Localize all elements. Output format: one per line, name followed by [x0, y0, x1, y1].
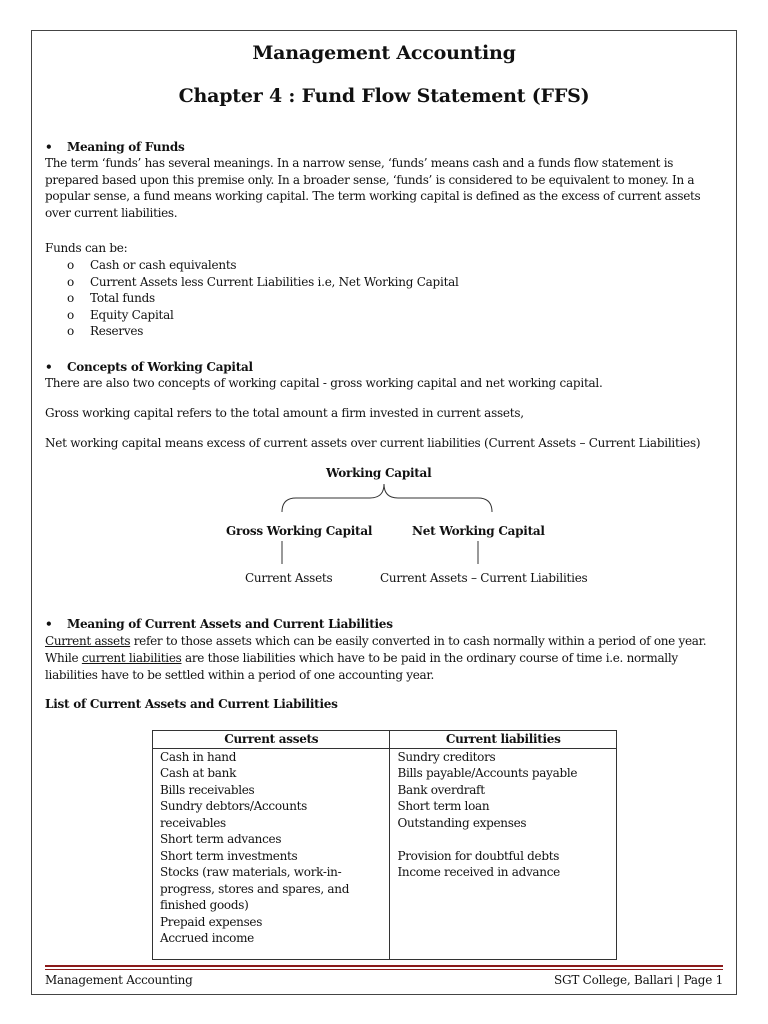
list-item: Short term loan [397, 799, 490, 813]
footer-rule-thin [45, 969, 723, 970]
concepts-line-2: Gross working capital refers to the total amount a firm invested in current assets, [45, 406, 524, 420]
list-item: Provision for doubtful debts [397, 848, 560, 863]
cl-term: current liabilities [81, 651, 182, 665]
footer-left: Management Accounting [45, 973, 193, 987]
diagram-current-assets: Current Assets [245, 571, 333, 585]
list-item: Bills payable/Accounts payable [397, 766, 578, 780]
list-item: Short term advances [160, 832, 282, 846]
circle-bullet-icon: o [67, 291, 74, 305]
footer-right: SGT College, Ballari | Page 1 [554, 973, 723, 987]
diagram-ca-minus-cl: Current Assets – Current Liabilities [380, 571, 588, 585]
list-item: o Current Assets less Current Liabilities i.e, Net Working Capital [67, 274, 459, 289]
diagram-net-wc: Net Working Capital [412, 524, 545, 538]
list-item: o Cash or cash equivalents [67, 258, 237, 272]
list-item: Cash at bank [160, 766, 237, 780]
diagram-gross-wc: Gross Working Capital [226, 524, 373, 538]
col-header-current-assets: Current assets [153, 731, 390, 749]
list-item: Prepaid expenses [160, 914, 263, 929]
list-item: receivables [160, 815, 226, 830]
bullet-icon: • [45, 617, 53, 631]
col-header-current-liabilities: Current liabilities [390, 731, 617, 749]
list-item: Short term investments [160, 848, 298, 863]
heading-text: Meaning of Current Assets and Current Liabilities [67, 617, 393, 631]
list-item: o Reserves [67, 324, 144, 338]
circle-bullet-icon: o [67, 324, 74, 338]
circle-bullet-icon: o [67, 307, 74, 322]
table-row [153, 748, 617, 959]
ca-paragraph: Current assets refer to those assets which can be easily converted in to cash normally within a period of one year. [45, 634, 707, 648]
footer-rule [45, 965, 723, 967]
concepts-line-1: There are also two concepts of working capital - gross working capital and net working capital. [45, 376, 603, 390]
concepts-line-3: Net working capital means excess of current assets over current liabilities (Current Assets – Current Liabilities) [45, 436, 701, 450]
list-item: Accrued income [160, 931, 254, 945]
list-item: Bank overdraft [397, 782, 485, 797]
section-heading-meaning-of-funds [45, 139, 185, 156]
list-item: Cash in hand [160, 749, 237, 764]
section-heading-ca-cl [45, 616, 393, 633]
list-item: Bills receivables [160, 782, 255, 797]
document-title: Management Accounting [252, 42, 516, 64]
heading-text: Meaning of Funds [67, 140, 185, 154]
bullet-icon: • [45, 360, 53, 374]
list-item: Sundry debtors/Accounts [160, 799, 308, 813]
list-heading: List of Current Assets and Current Liabilities [45, 697, 338, 711]
list-item: o Equity Capital [67, 307, 174, 322]
section-heading-concepts-wc [45, 359, 253, 376]
funds-list [67, 257, 459, 340]
list-item: Sundry creditors [397, 749, 496, 764]
circle-bullet-icon: o [67, 258, 74, 272]
chapter-title: Chapter 4 : Fund Flow Statement (FFS) [178, 85, 590, 107]
bullet-icon: • [45, 140, 53, 154]
current-liabilities-cell [390, 748, 617, 959]
list-item: o Total funds [67, 291, 155, 305]
ca-cl-table [152, 730, 617, 960]
current-assets-cell [153, 748, 390, 959]
heading-text: Concepts of Working Capital [67, 360, 253, 374]
list-item: finished goods) [160, 898, 249, 912]
list-item: Stocks (raw materials, work-in- [160, 865, 342, 879]
funds-paragraph: The term ‘funds’ has several meanings. In a narrow sense, ‘funds’ means cash and a funds flow statement is prepared based upon this premise only. In a broader sense, ‘funds’ is considered to be equivalent to money. In a popular sense, a fund means working capital. The term working capital is defined as the excess of current assets over current liabilities. [45, 156, 701, 220]
circle-bullet-icon: o [67, 274, 74, 289]
ca-term: Current assets [45, 634, 131, 648]
cl-paragraph: While current liabilities are those liabilities which have to be paid in the ordinary course of time i.e. normally liabilities have to be settled within a period of one accounting year. [45, 651, 678, 682]
list-item: Outstanding expenses [397, 815, 527, 830]
list-item: progress, stores and spares, and [160, 881, 350, 896]
list-item [397, 831, 609, 848]
diagram-root: Working Capital [326, 466, 432, 480]
list-item: Income received in advance [397, 865, 560, 879]
funds-list-intro: Funds can be: [45, 241, 128, 255]
